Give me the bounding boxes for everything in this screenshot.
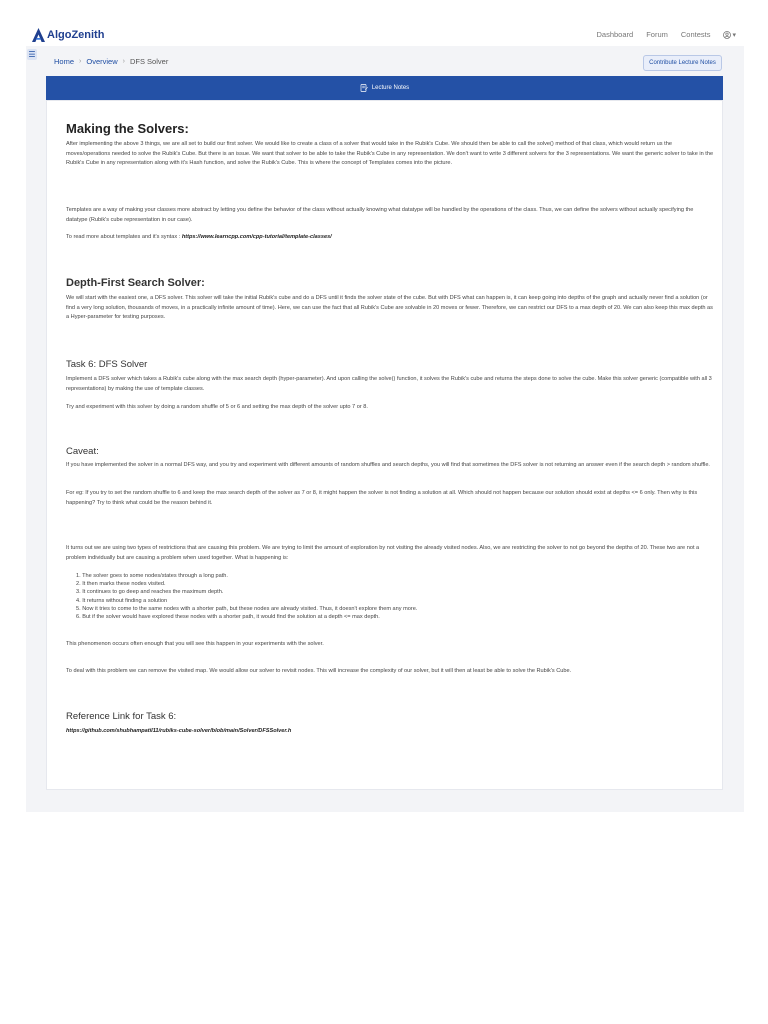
contribute-notes-button[interactable]: Contribute Lecture Notes xyxy=(643,55,722,71)
list-item: 4. It returns without finding a solution xyxy=(76,597,168,604)
list-item: 3. It continues to go deep and reaches the maximum depth. xyxy=(76,589,224,596)
section-title: Making the Solvers: xyxy=(66,121,189,136)
lecture-notes-banner[interactable] xyxy=(46,76,723,100)
reference-heading: Reference Link for Task 6: xyxy=(66,711,177,722)
caveat-heading: Caveat: xyxy=(66,446,99,457)
breadcrumb-current: DFS Solver xyxy=(129,57,169,66)
list-item: 5. Now it tries to come to the same nodes with a shorter path, but these nodes are already visited. Thus, it doesn't explore them any more. xyxy=(76,605,418,612)
intro-paragraph-3 xyxy=(66,233,714,243)
list-item: 6. But if the solver would have explored these nodes with a shorter path, it would find the solution at a depth <= max depth. xyxy=(76,614,380,621)
logo-text: AlgoZenith xyxy=(47,29,105,41)
nav-links xyxy=(584,30,737,39)
intro-3-text: To read more about templates and it's syntax : xyxy=(66,234,182,240)
intro-paragraph-1: After implementing the above 3 things, we are all set to build our first solver. We would like to create a class of a solver that would take in the Rubik's Cube. We should then be able to call the solve() method of that class, which would return us the moves/operations needed to solve the Rubik's Cube. But there is an issue. We want that solver to be able to take the Rubik's Cube in any representation. We don't want to write 3 different solvers for the 3 representations. We want the generic solver to take in the Rubik's Cube in any representation along with it's Hash function, and solve the Rubik's Cube. This is where the concept of Templates comes into the picture. xyxy=(66,141,714,166)
brand-logo[interactable] xyxy=(32,28,104,42)
intro-paragraph-2: Templates are a way of making your classes more abstract by letting you define the behavior of the class without actually knowing what datatype will be handled by the operations of the class. Thus, we can define the solvers without actually specifying the datatype (Rubik's cube representation in our case). xyxy=(66,207,694,223)
top-navbar xyxy=(0,0,768,46)
list-item: 1. The solver goes to some nodes/states through a long path. xyxy=(76,573,228,579)
notes-icon xyxy=(360,84,368,92)
banner-label: Lecture Notes xyxy=(371,85,410,91)
nav-forum[interactable]: Forum xyxy=(646,30,668,39)
steps-list xyxy=(66,572,417,621)
caveat-paragraph-3: It turns out we are using two types of restrictions that are causing this problem. We are trying to limit the amount of exploration by not visiting the already visited nodes. Also, we are restricting the solver to not go beyond the depths of 20. These two are not a problem individually but are causing a problem when used together. What is happening is: xyxy=(66,545,700,561)
caveat-paragraph-1: If you have implemented the solver in a normal DFS way, and you try and experiment with different amounts of random shuffles and search depths, you will find that sometimes the DFS solver is not returning an answer even if the search depth > random shuffle. xyxy=(66,462,710,468)
caveat-paragraph-2: For eg: If you try to set the random shuffle to 6 and keep the max search depth of the solver as 7 or 8, it might happen the solver is not finding a solution at all. Which should not happen because our solution should exist at depths <= 6 only. Then why is this happening? Try to think what could be the reason behind it. xyxy=(66,490,698,506)
task-heading: Task 6: DFS Solver xyxy=(66,359,148,370)
task-paragraph-1: Implement a DFS solver which takes a Rubik's cube along with the max search depth (hyper-parameter). And upon calling the solve() function, it solves the Rubik's cube and returns the steps done to solve the cube. Make this solver generic (compatible with all 3 representations) by making the use of template classes. xyxy=(66,376,712,392)
dfs-paragraph: We will start with the easiest one, a DFS solver. This solver will take the initial Rubik's cube and do a DFS until it finds the solver state of the cube. But with DFS what can happen is, it can keep going into depths of the graph and actually never find a solution (or find a very long solution, thousands of moves, in a practically infinite amount of time). Here, we can use the fact that all Rubik's Cube are solvable in 20 moves or fewer. Therefore, we can restrict our DFS to a max depth of 20. We can also keep this max depth as a Hyper-parameter for testing purposes. xyxy=(66,295,713,320)
task-paragraph-2: Try and experiment with this solver by doing a random shuffle of 5 or 6 and setting the max depth of the solver upto 7 or 8. xyxy=(66,404,368,410)
algozenith-logo-icon xyxy=(32,28,45,42)
user-avatar-icon xyxy=(723,31,731,39)
chevron-down-icon: ▾ xyxy=(732,31,736,39)
list-item: 2. It then marks these nodes visited. xyxy=(76,581,166,588)
chevron-right-icon: › xyxy=(122,58,125,65)
nav-dashboard[interactable]: Dashboard xyxy=(596,30,634,39)
breadcrumb-overview[interactable]: Overview xyxy=(86,57,118,66)
dfs-heading: Depth-First Search Solver: xyxy=(66,277,205,289)
templates-link[interactable]: https://www.learncpp.com/cpp-tutorial/template-classes/ xyxy=(181,234,332,240)
fix-paragraph: To deal with this problem we can remove the visited map. We would allow our solver to revisit nodes. This will increase the complexity of our solver, but it will then at least be able to solve the Rubik's Cube. xyxy=(66,668,572,674)
breadcrumb xyxy=(54,57,168,66)
reference-link[interactable]: https://github.com/shubhampatil11/rubiks-cube-solver/blob/main/Solver/DFSSolver.h xyxy=(66,728,292,734)
phenomenon-paragraph: This phenomenon occurs often enough that you will see this happen in your experiments with the solver. xyxy=(66,641,324,647)
menu-toggle-icon[interactable]: ☰ xyxy=(28,50,36,59)
chevron-right-icon: › xyxy=(79,58,82,65)
lecture-card xyxy=(46,100,723,790)
breadcrumb-home[interactable]: Home xyxy=(54,57,75,66)
reference-paragraph xyxy=(66,727,714,737)
user-menu[interactable] xyxy=(723,31,736,39)
nav-contests[interactable]: Contests xyxy=(680,30,711,39)
